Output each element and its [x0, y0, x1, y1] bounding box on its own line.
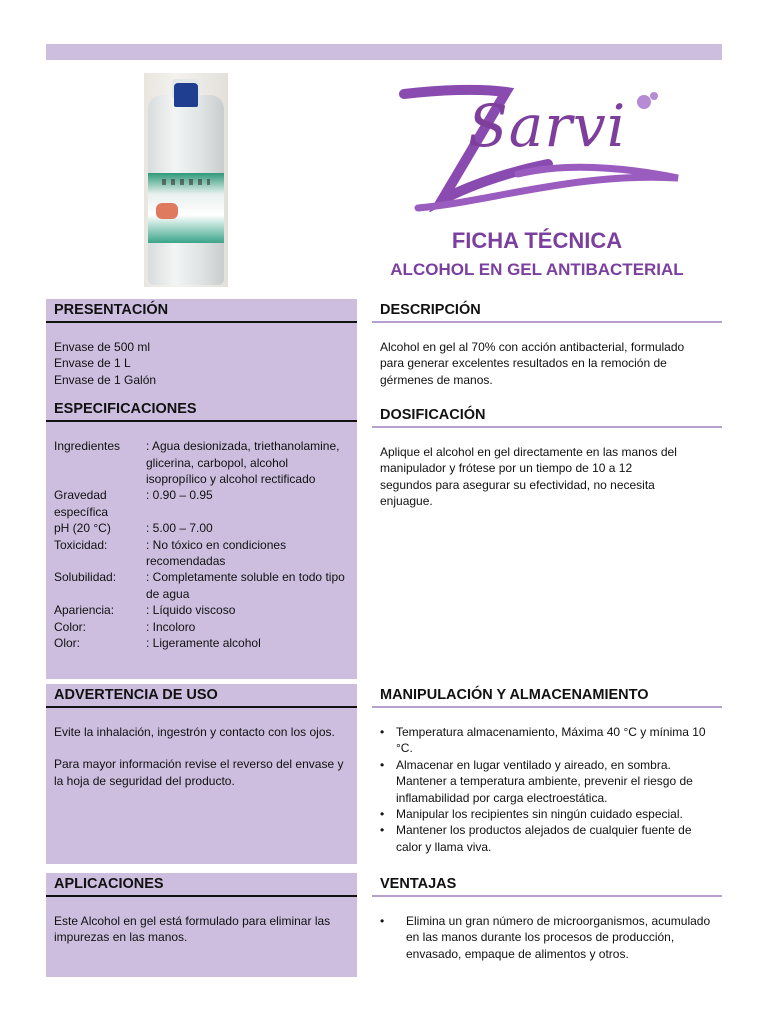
- top-banner: [46, 44, 722, 60]
- ventajas-heading: VENTAJAS: [372, 873, 722, 897]
- left-panel-top: [46, 299, 357, 679]
- list-item: • Almacenar en lugar ventilado y aireado, en sombra. Mantener a temperatura ambiente, prevenir el riesgo de inflamabilidad por carga electroestática.: [392, 757, 714, 806]
- advertencia-body: [46, 708, 357, 789]
- presentacion-list: [46, 323, 357, 388]
- product-photo: [144, 73, 228, 287]
- advertencia-paragraph: Evite la inhalación, ingestrón y contacto con los ojos.: [54, 725, 335, 739]
- spec-row: Ingredientes : Agua desionizada, triethanolamine, glicerina, carbopol, alcohol isopropílico y alcohol rectificado: [54, 439, 340, 487]
- especificaciones-table: [46, 422, 357, 651]
- dosificacion-heading: DOSIFICACIÓN: [372, 404, 722, 428]
- spec-row: Solubilidad: : Completamente soluble en todo tipo de agua: [54, 570, 345, 601]
- manipulacion-section: [372, 684, 722, 855]
- list-item: • Mantener los productos alejados de cualquier fuente de calor y llama viva.: [392, 822, 714, 855]
- aplicaciones-heading: APLICACIONES: [46, 873, 357, 897]
- document-subtitle: ALCOHOL EN GEL ANTIBACTERIAL: [390, 260, 684, 279]
- presentacion-heading: PRESENTACIÓN: [46, 299, 357, 323]
- descripcion-heading: DESCRIPCIÓN: [372, 299, 722, 323]
- bottle-cap: [174, 83, 198, 107]
- spec-row: Olor: : Ligeramente alcohol: [54, 636, 261, 651]
- spec-row: Apariencia: : Líquido viscoso: [54, 603, 236, 618]
- list-item: • Manipular los recipientes sin ningún cuidado especial.: [392, 806, 714, 822]
- sarvi-logo: [398, 82, 684, 212]
- spec-row: Gravedad específica : 0.90 – 0.95: [54, 488, 213, 519]
- ventajas-list: [372, 897, 722, 962]
- ventajas-section: [372, 873, 722, 962]
- presentacion-item: Envase de 1 L: [54, 356, 131, 371]
- presentacion-item: Envase de 500 ml: [54, 340, 151, 354]
- dosificacion-section: [372, 404, 722, 510]
- presentacion-item: Envase de 1 Galón: [54, 372, 157, 387]
- aplicaciones-body: Este Alcohol en gel está formulado para eliminar las impurezas en las manos.: [54, 914, 331, 945]
- spec-row: Color: : Incoloro: [54, 619, 196, 634]
- manipulacion-heading: MANIPULACIÓN Y ALMACENAMIENTO: [372, 684, 722, 708]
- bottle-label: [148, 173, 224, 243]
- logo-text: Sarvi: [468, 92, 627, 160]
- document-title: FICHA TÉCNICA: [451, 228, 623, 253]
- especificaciones-heading: ESPECIFICACIONES: [46, 398, 357, 422]
- descripcion-body: Alcohol en gel al 70% con acción antibacterial, formulado para generar excelentes resultados en la remoción de gérmenes de manos.: [380, 340, 685, 387]
- left-panel-aplicaciones: [46, 873, 357, 977]
- descripcion-section: [372, 299, 722, 388]
- advertencia-heading: ADVERTENCIA DE USO: [46, 684, 357, 708]
- list-item: • Elimina un gran número de microorganismos, acumulado en las manos durante los procesos de producción, envasado, empaque de alimentos y otros.: [406, 913, 714, 962]
- dosificacion-body: Aplique el alcohol en gel directamente en las manos del manipulador y frótese por un tiempo de 10 a 12 segundos para asegurar su efectividad, no necesita enjuague.: [380, 445, 677, 509]
- spec-row: pH (20 °C) : 5.00 – 7.00: [54, 521, 213, 536]
- manipulacion-list: [372, 708, 722, 855]
- list-item: • Temperatura almacenamiento, Máxima 40 °C y mínima 10 °C.: [392, 724, 714, 757]
- left-panel-advertencia: [46, 684, 357, 864]
- advertencia-paragraph: Para mayor información revise el reverso del envase y la hoja de seguridad del producto.: [54, 757, 344, 788]
- spec-row: Toxicidad: : No tóxico en condiciones recomendadas: [54, 537, 287, 569]
